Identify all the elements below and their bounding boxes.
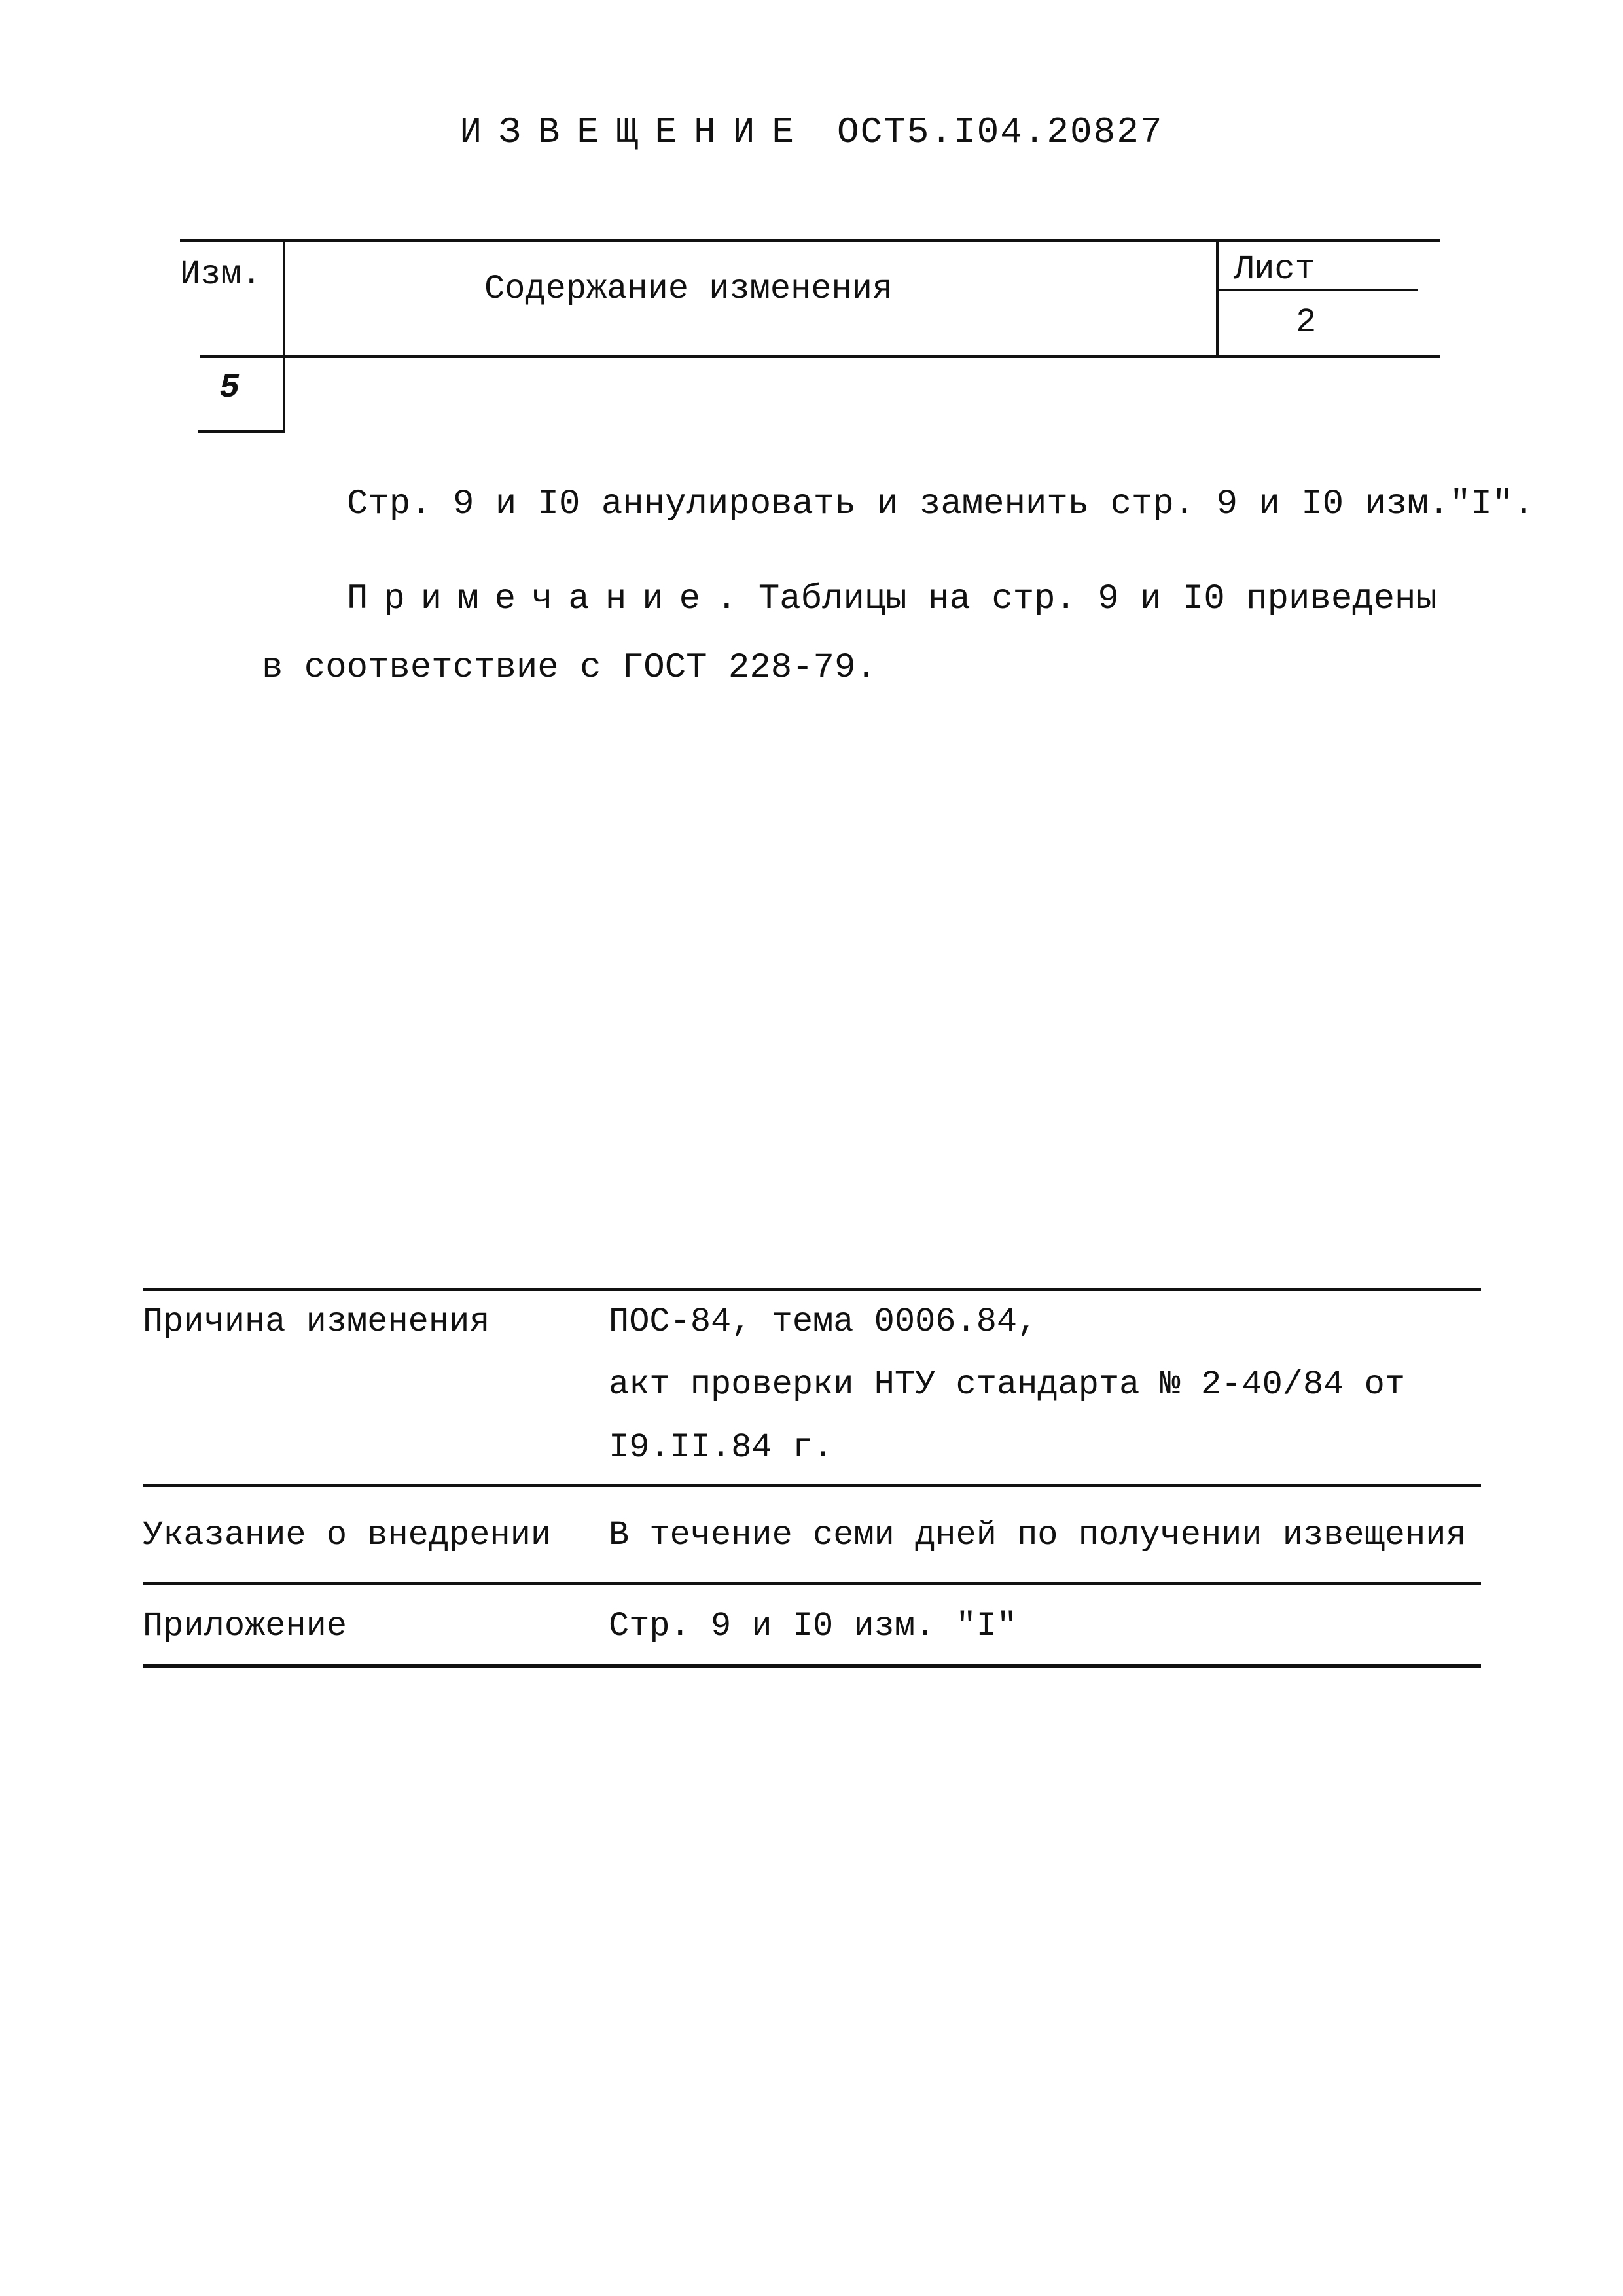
content-column-header: Содержание изменения — [484, 270, 893, 308]
reason-line-1: ПОС-84, тема 0006.84, — [609, 1302, 1038, 1341]
appendix-label: Приложение — [143, 1607, 348, 1645]
reason-line-3: I9.II.84 г. — [609, 1428, 834, 1467]
change-number: 5 — [219, 368, 240, 407]
sheet-subdivider — [1219, 289, 1418, 291]
note-line-2: в соответствие с ГОСТ 228-79. — [262, 648, 877, 688]
implementation-value: В течение семи дней по получении извещения — [609, 1516, 1467, 1554]
note-label: Примечание — [347, 579, 717, 619]
appendix-value: Стр. 9 и I0 изм. "I" — [609, 1607, 1018, 1645]
change-column-header: Изм. — [180, 255, 262, 294]
footer-bottom-border — [143, 1664, 1481, 1668]
change-number-underline — [198, 430, 285, 433]
annul-instruction: Стр. 9 и I0 аннулировать и заменить стр. 9 и I0 изм."I". — [347, 484, 1535, 524]
footer-row-divider-1 — [143, 1484, 1481, 1487]
document-title — [0, 111, 1623, 153]
table-divider-sheet — [1216, 242, 1219, 357]
note-text: . Таблицы на стр. 9 и I0 приведены — [716, 579, 1437, 619]
reason-label: Причина изменения — [143, 1302, 490, 1341]
table-divider-change — [283, 242, 285, 432]
implementation-label: Указание о внедрении — [143, 1516, 552, 1554]
table-top-border — [180, 239, 1440, 242]
sheet-number: 2 — [1296, 303, 1317, 342]
footer-top-border — [143, 1288, 1481, 1291]
sheet-column-header: Лист — [1234, 250, 1315, 289]
title-word: ИЗВЕЩЕНИЕ — [459, 111, 811, 153]
document-number: ОСТ5.I04.20827 — [836, 111, 1164, 153]
note-line-1 — [347, 579, 1437, 619]
footer-row-divider-2 — [143, 1582, 1481, 1585]
table-header-bottom-border — [200, 355, 1440, 358]
reason-line-2: акт проверки НТУ стандарта № 2-40/84 от — [609, 1365, 1405, 1404]
